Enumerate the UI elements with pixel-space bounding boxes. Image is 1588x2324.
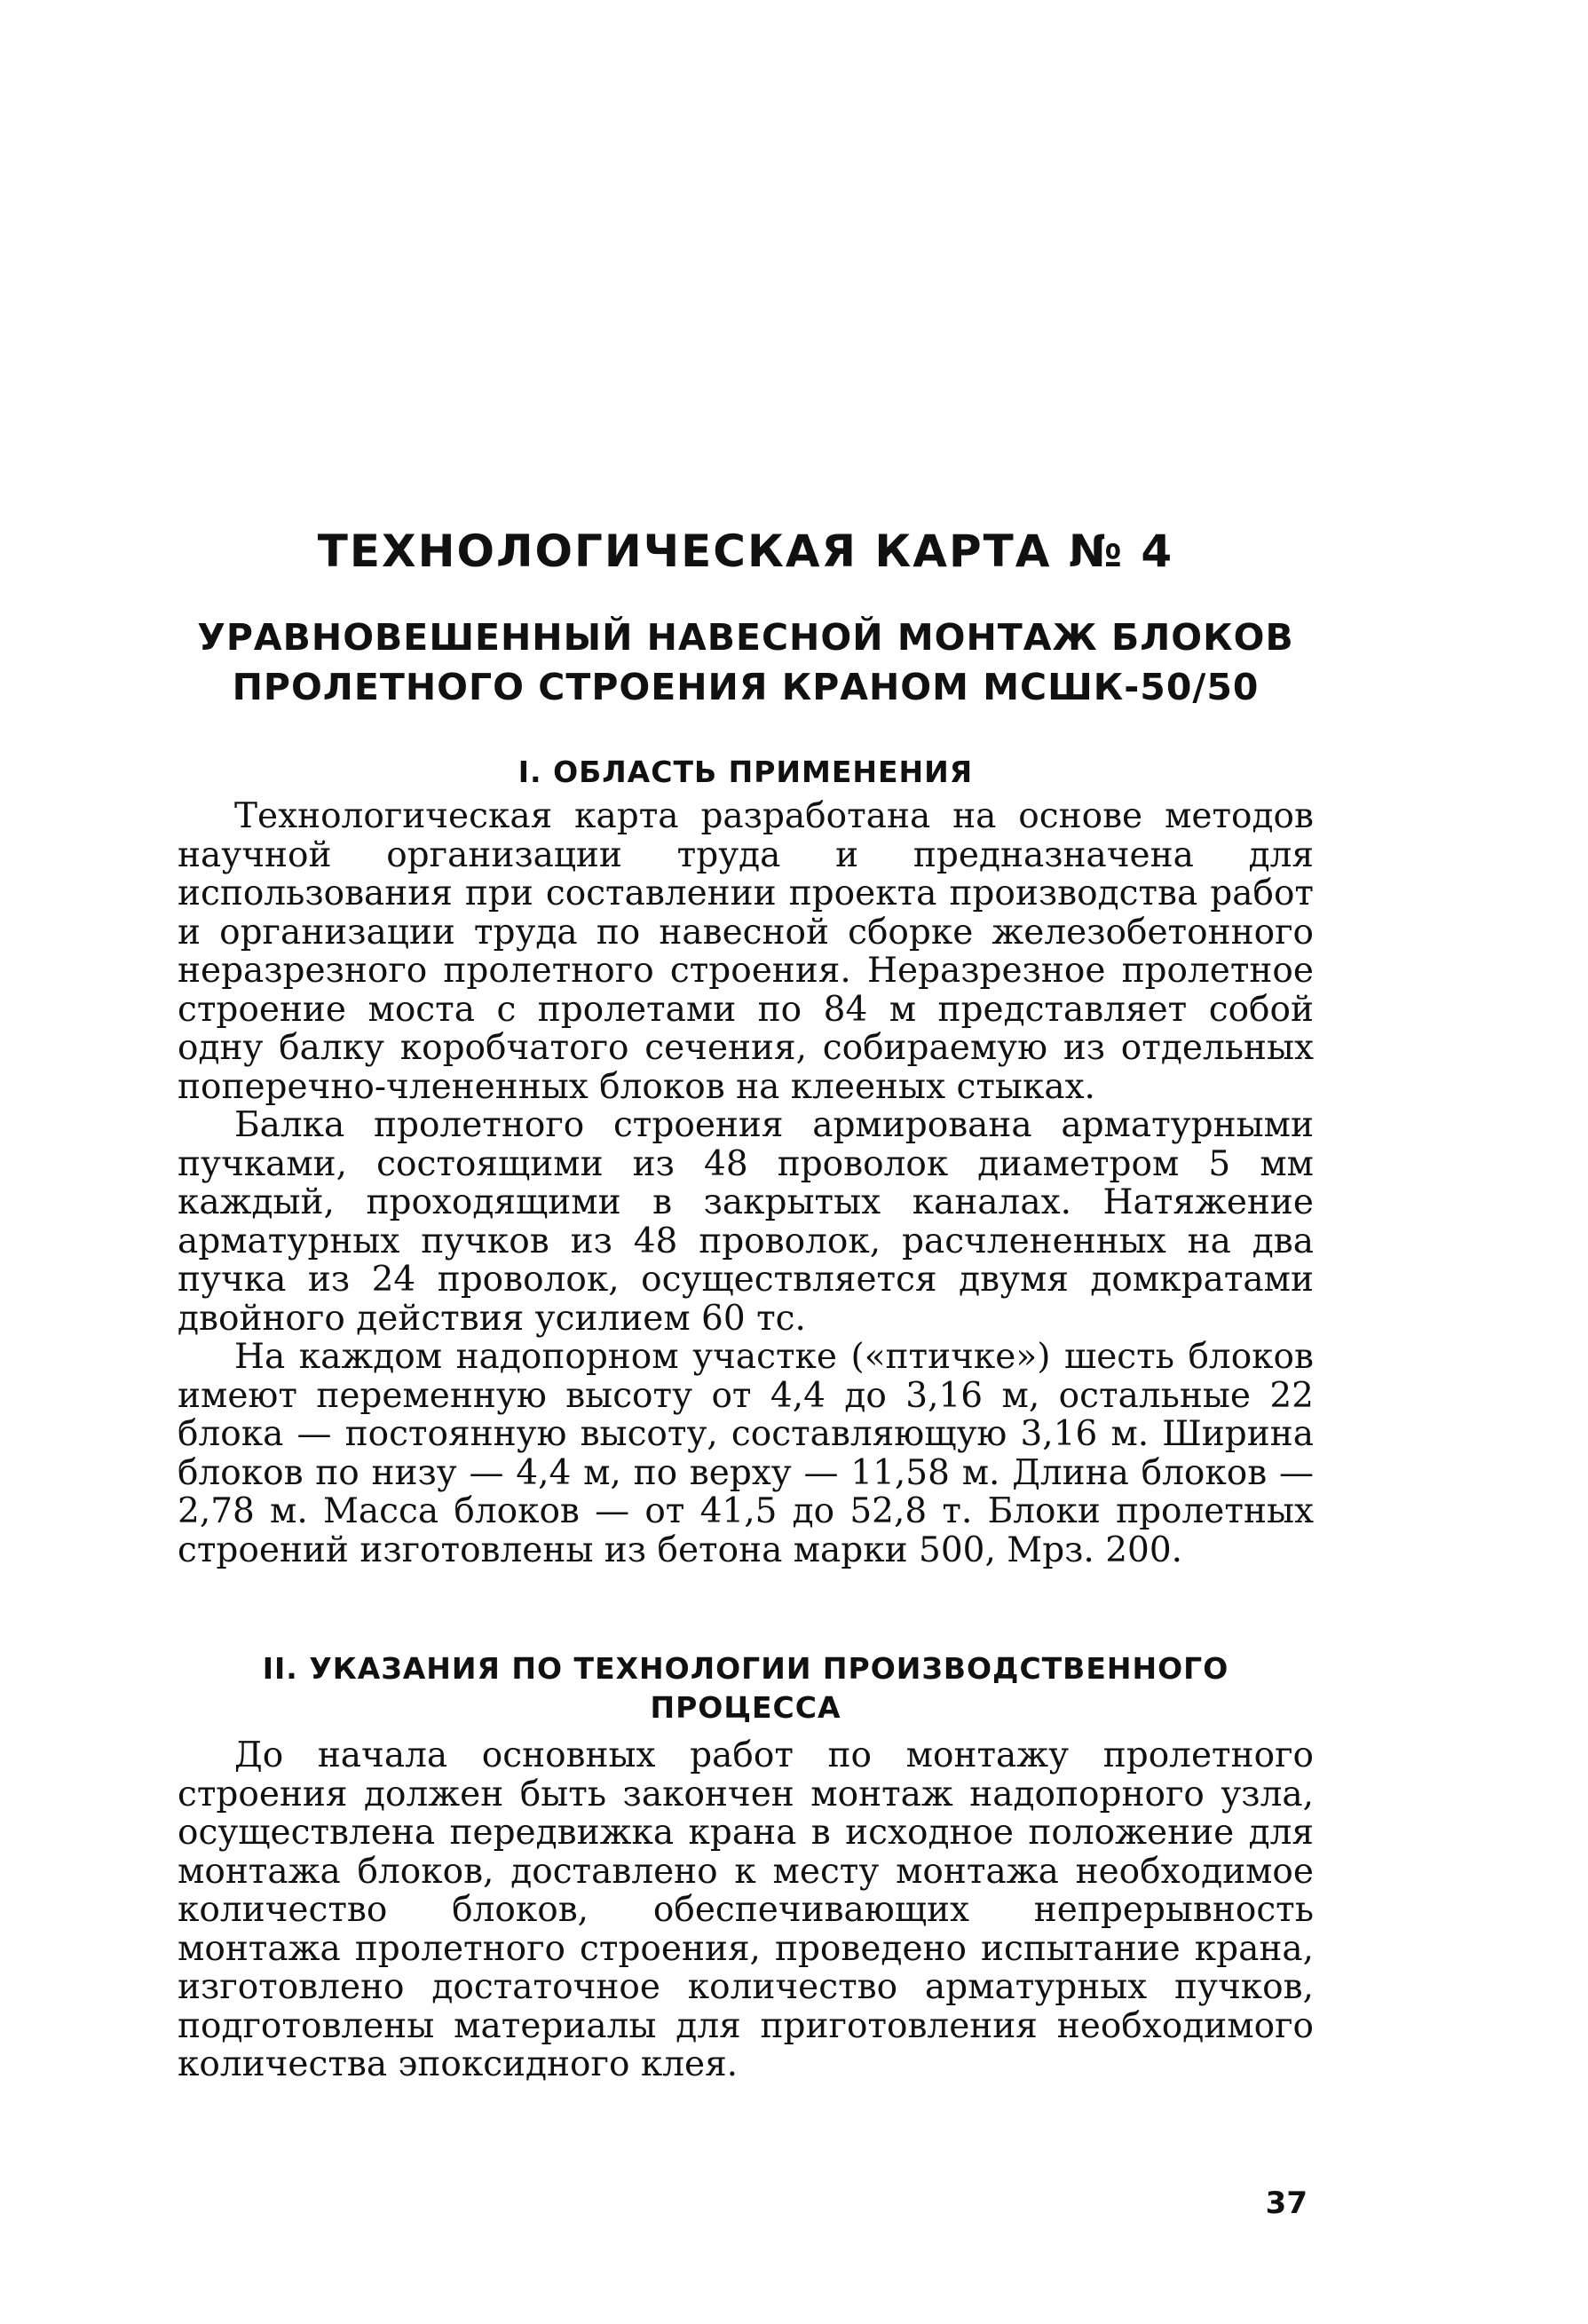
section-heading-scope: I. ОБЛАСТЬ ПРИМЕНЕНИЯ	[517, 755, 974, 789]
paragraph: Технологическая карта разработана на основе методов научной организации труда и предназначена для использования при составлении проекта производства работ и организации труда по навесной сборке железобетонного неразрезного пролетного строения. Неразрезное пролетное строение моста с пролетами по 84 м представляет собой одну балку коробчатого сечения, собираемую из отдельных поперечно-члененных блоков на клееных стыках.	[178, 796, 1314, 1107]
document-subtitle	[178, 613, 1314, 712]
section-heading-line-2: ПРОЦЕССА	[650, 1690, 841, 1725]
paragraph: До начала основных работ по монтажу пролетного строения должен быть закончен монтаж надопорного узла, осуществлена передвижка крана в исходное положение для монтажа блоков, доставлено к месту монтажа необходимое количество блоков, обеспечивающих непрерывность монтажа пролетного строения, проведено испытание крана, изготовлено достаточное количество арматурных пучков, подготовлены материалы для приготовления необходимого количества эпоксидного клея.	[178, 1735, 1314, 2084]
section-heading-line-1: II. УКАЗАНИЯ ПО ТЕХНОЛОГИИ ПРОИЗВОДСТВЕННОГО	[262, 1651, 1229, 1686]
section-heading-technology	[178, 1649, 1314, 1727]
paragraph: Балка пролетного строения армирована арматурными пучками, состоящими из 48 проволок диаметром 5 мм каждый, проходящими в закрытых каналах. Натяжение арматурных пучков из 48 проволок, расчлененных на два пучка из 24 проволок, осуществляется двумя домкратами двойного действия усилием 60 тс.	[178, 1105, 1314, 1339]
subtitle-line-1: УРАВНОВЕШЕННЫЙ НАВЕСНОЙ МОНТАЖ БЛОКОВ	[197, 616, 1294, 659]
section-body-technology	[178, 1736, 1314, 2084]
page-number: 37	[1265, 2186, 1308, 2221]
paragraph: На каждом надопорном участке («птичке») шесть блоков имеют переменную высоту от 4,4 до 3,16 м, остальные 22 блока — постоянную высоту, составляющую 3,16 м. Ширина блоков по низу — 4,4 м, по верху — 11,58 м. Длина блоков — 2,78 м. Масса блоков — от 41,5 до 52,8 т. Блоки пролетных строений изготовлены из бетона марки 500, Мрз. 200.	[178, 1337, 1314, 1570]
subtitle-line-2: ПРОЛЕТНОГО СТРОЕНИЯ КРАНОМ МСШК-50/50	[232, 666, 1260, 708]
document-title: ТЕХНОЛОГИЧЕСКАЯ КАРТА № 4	[317, 526, 1174, 577]
section-body-scope	[178, 797, 1314, 1569]
